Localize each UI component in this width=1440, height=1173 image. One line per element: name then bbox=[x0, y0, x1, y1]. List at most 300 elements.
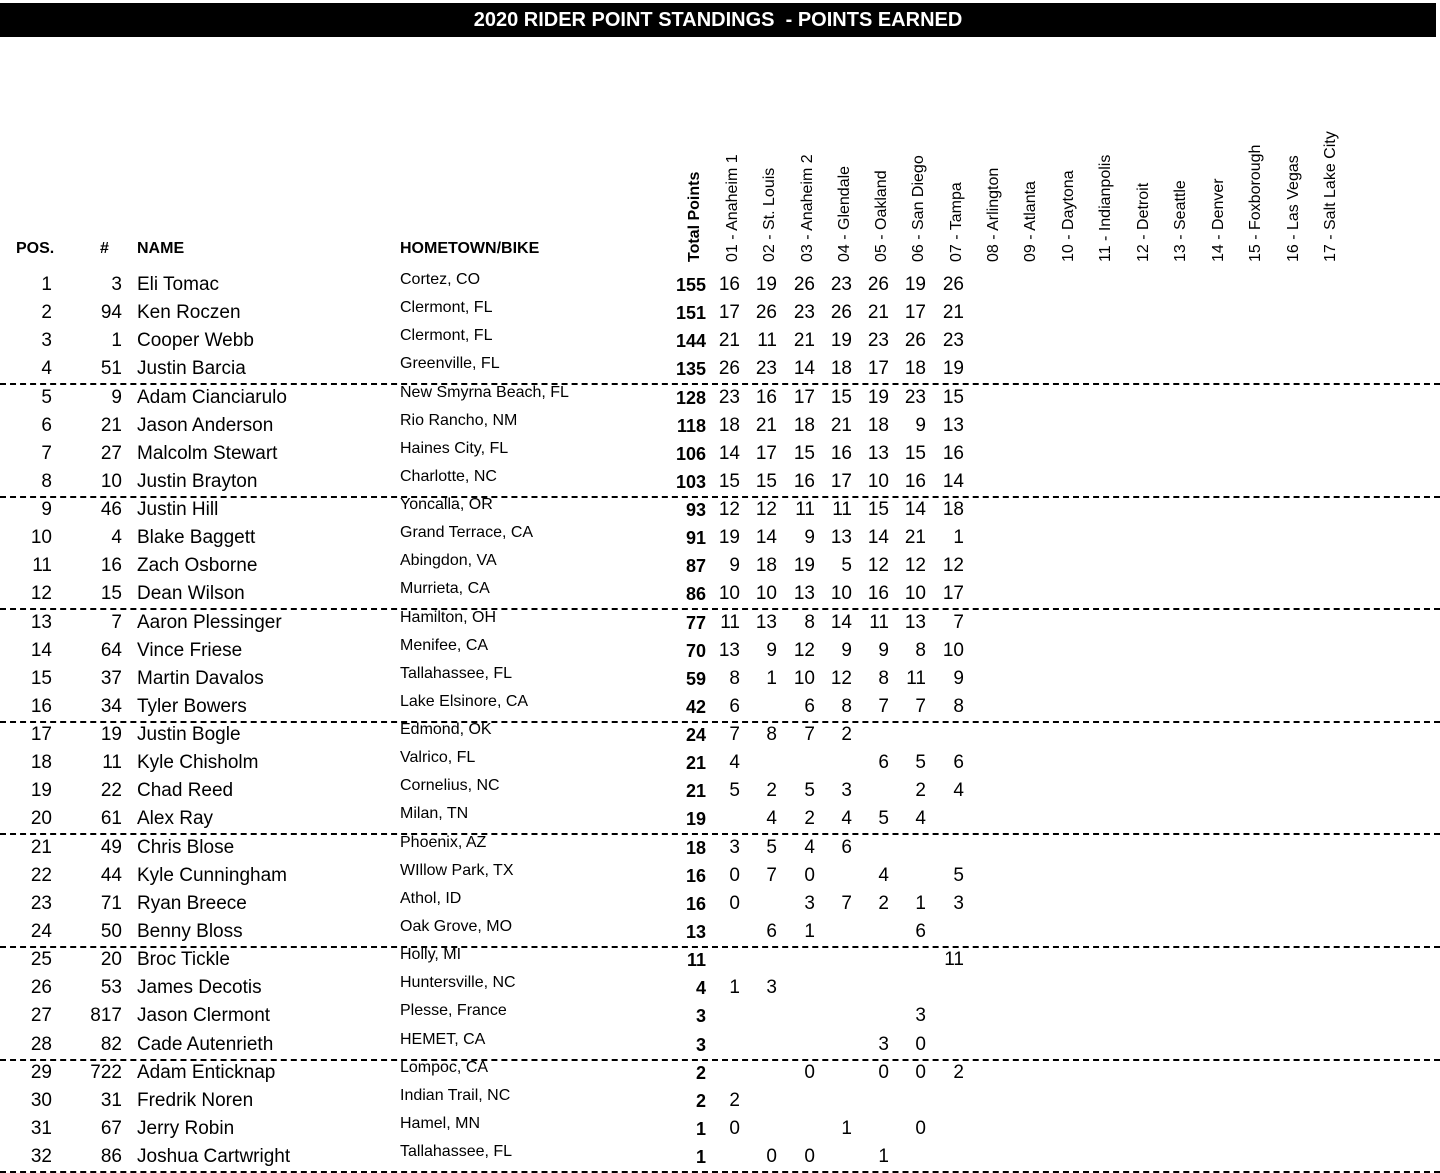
round-points-cell: 10 bbox=[793, 667, 815, 689]
table-row bbox=[0, 440, 1440, 468]
table-row bbox=[0, 749, 1440, 777]
total-points-cell: 2 bbox=[695, 1090, 706, 1111]
hometown-cell: Huntersville, NC bbox=[400, 974, 516, 992]
rider-number-cell: 82 bbox=[100, 1033, 122, 1055]
round-points-cell: 1 bbox=[878, 1146, 889, 1168]
rider-name-cell: Ryan Breece bbox=[137, 892, 247, 914]
round-points-cell: 9 bbox=[878, 639, 889, 661]
rider-name-cell: Adam Cianciarulo bbox=[137, 386, 287, 408]
round-header: 07 - Tampa bbox=[948, 182, 965, 262]
round-points-cell: 19 bbox=[755, 274, 777, 295]
round-points-cell: 19 bbox=[793, 555, 815, 577]
rider-number-cell: 44 bbox=[100, 864, 122, 886]
round-header: 16 - Las Vegas bbox=[1285, 155, 1302, 262]
round-points-cell: 19 bbox=[718, 527, 740, 549]
table-row bbox=[0, 721, 1440, 749]
round-points-cell: 17 bbox=[942, 583, 964, 605]
round-points-cell: 0 bbox=[804, 1061, 815, 1083]
round-points-cell: 6 bbox=[766, 920, 777, 942]
total-points-cell: 103 bbox=[675, 471, 706, 492]
round-points-cell: 10 bbox=[718, 583, 740, 605]
round-points-cell: 13 bbox=[867, 442, 889, 464]
pos-cell: 27 bbox=[30, 1005, 52, 1027]
pos-cell: 11 bbox=[32, 555, 52, 577]
round-points-cell: 1 bbox=[915, 892, 926, 914]
round-points-cell: 15 bbox=[755, 470, 777, 492]
rider-number-cell: 21 bbox=[100, 414, 122, 436]
hometown-cell: Plesse, France bbox=[400, 1002, 507, 1020]
rider-name-cell: Blake Baggett bbox=[137, 527, 256, 549]
round-points-cell: 3 bbox=[878, 1033, 889, 1055]
round-points-cell: 9 bbox=[841, 639, 852, 661]
round-points-cell: 4 bbox=[953, 780, 964, 802]
rider-name-cell: Fredrik Noren bbox=[137, 1089, 254, 1111]
round-header: 12 - Detroit bbox=[1135, 182, 1152, 262]
round-points-cell: 0 bbox=[729, 1117, 740, 1139]
rider-number-cell: 11 bbox=[102, 752, 122, 774]
round-points-cell: 8 bbox=[766, 724, 777, 746]
round-header: 03 - Anaheim 2 bbox=[799, 154, 816, 262]
pos-cell: 1 bbox=[41, 274, 52, 295]
total-points-cell: 135 bbox=[675, 359, 706, 380]
hometown-cell: Rio Rancho, NM bbox=[400, 411, 518, 429]
round-points-cell: 1 bbox=[953, 527, 964, 549]
total-points-cell: 93 bbox=[685, 500, 706, 521]
total-points-cell: 118 bbox=[676, 415, 706, 436]
hometown-cell: Tallahassee, FL bbox=[400, 664, 513, 682]
table-row bbox=[0, 496, 1440, 524]
hometown-cell: Charlotte, NC bbox=[400, 467, 497, 485]
rider-number-cell: 22 bbox=[100, 780, 122, 802]
round-points-cell: 3 bbox=[953, 892, 964, 914]
round-points-cell: 26 bbox=[942, 274, 964, 295]
round-points-cell: 10 bbox=[904, 583, 926, 605]
round-points-cell: 23 bbox=[830, 274, 852, 295]
pos-cell: 8 bbox=[41, 470, 52, 492]
round-points-cell: 26 bbox=[793, 274, 815, 295]
round-points-cell: 13 bbox=[755, 611, 777, 633]
round-points-cell: 19 bbox=[942, 358, 964, 380]
total-points-cell: 1 bbox=[695, 1118, 706, 1139]
round-points-cell: 19 bbox=[867, 386, 889, 408]
table-row bbox=[0, 609, 1440, 637]
rider-name-cell: Kyle Chisholm bbox=[137, 752, 259, 774]
rider-number-cell: 86 bbox=[100, 1146, 122, 1168]
rider-number-cell: 20 bbox=[100, 949, 122, 971]
round-header: 05 - Oakland bbox=[873, 170, 890, 262]
round-points-cell: 7 bbox=[804, 724, 815, 746]
rider-name-cell: Benny Bloss bbox=[137, 920, 243, 942]
pos-cell: 10 bbox=[30, 527, 52, 549]
round-points-cell: 21 bbox=[718, 330, 740, 352]
round-points-cell: 9 bbox=[804, 527, 815, 549]
pos-cell: 9 bbox=[41, 499, 52, 521]
table-row bbox=[0, 665, 1440, 693]
total-points-cell: 3 bbox=[695, 1034, 706, 1055]
round-points-cell: 21 bbox=[942, 302, 964, 324]
round-points-cell: 5 bbox=[804, 780, 815, 802]
round-points-cell: 4 bbox=[729, 752, 740, 774]
hometown-cell: Lake Elsinore, CA bbox=[400, 692, 529, 710]
total-points-cell: 87 bbox=[685, 556, 706, 577]
pos-cell: 2 bbox=[41, 302, 52, 324]
total-points-cell: 77 bbox=[685, 612, 706, 633]
round-points-cell: 6 bbox=[841, 836, 852, 858]
round-points-cell: 13 bbox=[718, 639, 740, 661]
round-points-cell: 4 bbox=[804, 836, 815, 858]
round-points-cell: 12 bbox=[904, 555, 926, 577]
hometown-cell: Cortez, CO bbox=[400, 271, 481, 288]
round-header: 04 - Glendale bbox=[836, 165, 853, 262]
round-header: 01 - Anaheim 1 bbox=[724, 154, 741, 262]
round-points-cell: 15 bbox=[830, 386, 852, 408]
rider-number-cell: 67 bbox=[100, 1117, 122, 1139]
pos-cell: 24 bbox=[30, 920, 52, 942]
pos-cell: 19 bbox=[30, 780, 52, 802]
round-points-cell: 8 bbox=[953, 695, 964, 717]
total-points-cell: 16 bbox=[685, 893, 706, 914]
hometown-cell: Tallahassee, FL bbox=[400, 1143, 513, 1161]
round-points-cell: 23 bbox=[942, 330, 964, 352]
number-header: # bbox=[100, 240, 109, 257]
round-points-cell: 0 bbox=[915, 1117, 926, 1139]
round-header: 06 - San Diego bbox=[910, 155, 927, 262]
round-points-cell: 2 bbox=[915, 780, 926, 802]
total-points-cell: 19 bbox=[685, 809, 706, 830]
round-points-cell: 23 bbox=[718, 386, 740, 408]
round-points-cell: 16 bbox=[867, 583, 889, 605]
round-header: 08 - Arlington bbox=[985, 167, 1002, 262]
round-points-cell: 23 bbox=[755, 358, 777, 380]
rider-number-cell: 10 bbox=[100, 470, 122, 492]
round-points-cell: 21 bbox=[755, 414, 777, 436]
round-points-cell: 12 bbox=[718, 499, 740, 521]
pos-cell: 20 bbox=[30, 808, 52, 830]
rider-name-cell: Adam Enticknap bbox=[137, 1061, 276, 1083]
pos-cell: 32 bbox=[30, 1146, 52, 1168]
round-points-cell: 11 bbox=[869, 611, 889, 633]
round-points-cell: 14 bbox=[718, 442, 740, 464]
round-points-cell: 10 bbox=[755, 583, 777, 605]
round-points-cell: 8 bbox=[878, 667, 889, 689]
total-points-cell: 59 bbox=[685, 668, 706, 689]
total-points-cell: 16 bbox=[685, 865, 706, 886]
table-row bbox=[0, 1031, 1440, 1061]
rider-name-cell: Dean Wilson bbox=[137, 583, 245, 605]
rider-number-cell: 15 bbox=[100, 583, 122, 605]
round-points-cell: 18 bbox=[867, 414, 889, 436]
round-points-cell: 13 bbox=[830, 527, 852, 549]
round-points-cell: 16 bbox=[830, 442, 852, 464]
round-points-cell: 4 bbox=[915, 808, 926, 830]
hometown-cell: Lompoc, CA bbox=[400, 1058, 489, 1076]
rider-number-cell: 46 bbox=[100, 499, 122, 521]
round-points-cell: 18 bbox=[793, 414, 815, 436]
hometown-cell: Valrico, FL bbox=[400, 749, 476, 767]
pos-cell: 23 bbox=[30, 892, 52, 914]
round-points-cell: 3 bbox=[841, 780, 852, 802]
round-points-cell: 6 bbox=[915, 920, 926, 942]
rider-name-cell: James Decotis bbox=[137, 977, 262, 999]
round-points-cell: 5 bbox=[729, 780, 740, 802]
round-points-cell: 5 bbox=[766, 836, 777, 858]
round-points-cell: 10 bbox=[867, 470, 889, 492]
round-header: 10 - Daytona bbox=[1060, 170, 1077, 262]
round-points-cell: 21 bbox=[830, 414, 852, 436]
round-points-cell: 12 bbox=[793, 639, 815, 661]
table-row bbox=[0, 1087, 1440, 1115]
round-points-cell: 14 bbox=[867, 527, 889, 549]
rider-name-cell: Malcolm Stewart bbox=[137, 442, 278, 464]
total-points-cell: 91 bbox=[685, 528, 706, 549]
rider-name-cell: Justin Hill bbox=[137, 499, 219, 521]
pos-cell: 26 bbox=[30, 977, 52, 999]
total-points-cell: 144 bbox=[675, 331, 706, 352]
rider-number-cell: 51 bbox=[100, 358, 122, 380]
round-points-cell: 11 bbox=[720, 611, 740, 633]
table-row bbox=[0, 834, 1440, 862]
hometown-cell: Athol, ID bbox=[400, 889, 462, 907]
table-row bbox=[0, 271, 1440, 299]
total-points-cell: 2 bbox=[695, 1062, 706, 1083]
table-row bbox=[0, 552, 1440, 580]
round-points-cell: 6 bbox=[729, 695, 740, 717]
table-row bbox=[0, 1115, 1440, 1143]
total-points-cell: 4 bbox=[695, 978, 706, 999]
rider-name-cell: Aaron Plessinger bbox=[137, 611, 282, 633]
round-points-cell: 15 bbox=[718, 470, 740, 492]
round-points-cell: 2 bbox=[841, 724, 852, 746]
round-header: 13 - Seattle bbox=[1172, 180, 1189, 262]
rider-name-cell: Tyler Bowers bbox=[137, 695, 247, 717]
round-points-cell: 3 bbox=[915, 1005, 926, 1027]
total-points-cell: 86 bbox=[685, 584, 706, 605]
round-points-cell: 8 bbox=[915, 639, 926, 661]
round-points-cell: 5 bbox=[953, 864, 964, 886]
rider-number-cell: 27 bbox=[100, 442, 122, 464]
round-points-cell: 8 bbox=[729, 667, 740, 689]
round-points-cell: 26 bbox=[830, 302, 852, 324]
round-points-cell: 9 bbox=[953, 667, 964, 689]
rider-name-cell: Justin Bogle bbox=[137, 724, 241, 746]
pos-cell: 29 bbox=[30, 1061, 52, 1083]
round-points-cell: 16 bbox=[942, 442, 964, 464]
round-points-cell: 14 bbox=[830, 611, 852, 633]
pos-cell: 30 bbox=[30, 1089, 52, 1111]
pos-cell: 28 bbox=[30, 1033, 52, 1055]
rider-number-cell: 61 bbox=[100, 808, 122, 830]
round-points-cell: 10 bbox=[942, 639, 964, 661]
round-points-cell: 18 bbox=[942, 499, 964, 521]
table-row bbox=[0, 862, 1440, 890]
round-points-cell: 9 bbox=[766, 639, 777, 661]
round-points-cell: 7 bbox=[729, 724, 740, 746]
total-points-cell: 151 bbox=[675, 303, 706, 324]
rider-name-cell: Jason Clermont bbox=[137, 1005, 271, 1027]
table-row bbox=[0, 524, 1440, 552]
round-points-cell: 4 bbox=[766, 808, 777, 830]
rider-number-cell: 722 bbox=[90, 1061, 122, 1083]
round-header: 17 - Salt Lake City bbox=[1322, 131, 1339, 262]
rider-name-cell: Jerry Robin bbox=[137, 1117, 235, 1139]
round-points-cell: 16 bbox=[755, 386, 777, 408]
hometown-cell: Oak Grove, MO bbox=[400, 917, 513, 935]
round-points-cell: 14 bbox=[755, 527, 777, 549]
hometown-header: HOMETOWN/BIKE bbox=[400, 240, 540, 257]
pos-cell: 14 bbox=[30, 639, 52, 661]
hometown-cell: Phoenix, AZ bbox=[400, 833, 487, 851]
table-row bbox=[0, 946, 1440, 974]
round-points-cell: 18 bbox=[830, 358, 852, 380]
round-points-cell: 11 bbox=[944, 949, 964, 971]
round-header: 02 - St. Louis bbox=[761, 167, 778, 262]
rider-number-cell: 71 bbox=[100, 892, 122, 914]
rider-name-cell: Joshua Cartwright bbox=[137, 1146, 291, 1168]
pos-cell: 21 bbox=[30, 836, 52, 858]
round-points-cell: 3 bbox=[729, 836, 740, 858]
total-points-cell: 155 bbox=[675, 275, 706, 295]
table-row bbox=[0, 412, 1440, 440]
round-points-cell: 18 bbox=[755, 555, 777, 577]
round-points-cell: 11 bbox=[757, 330, 777, 352]
table-row bbox=[0, 974, 1440, 1002]
pos-cell: 7 bbox=[41, 442, 52, 464]
hometown-cell: Milan, TN bbox=[400, 805, 469, 823]
rider-number-cell: 817 bbox=[90, 1005, 122, 1027]
round-points-cell: 6 bbox=[804, 695, 815, 717]
hometown-cell: WIllow Park, TX bbox=[400, 861, 514, 879]
rider-number-cell: 53 bbox=[100, 977, 122, 999]
round-points-cell: 6 bbox=[878, 752, 889, 774]
round-points-cell: 15 bbox=[793, 442, 815, 464]
round-points-cell: 26 bbox=[718, 358, 740, 380]
table-row bbox=[0, 637, 1440, 665]
round-points-cell: 23 bbox=[904, 386, 926, 408]
name-header: NAME bbox=[137, 240, 185, 257]
table-row bbox=[0, 384, 1440, 412]
round-points-cell: 9 bbox=[915, 414, 926, 436]
round-points-cell: 8 bbox=[841, 695, 852, 717]
rider-name-cell: Zach Osborne bbox=[137, 555, 258, 577]
total-points-cell: 128 bbox=[675, 387, 706, 408]
pos-cell: 15 bbox=[30, 667, 52, 689]
table-row bbox=[0, 299, 1440, 327]
hometown-cell: Hamel, MN bbox=[400, 1114, 481, 1132]
total-points-header: Total Points bbox=[686, 171, 703, 262]
round-points-cell: 6 bbox=[953, 752, 964, 774]
round-points-cell: 17 bbox=[830, 470, 852, 492]
round-points-cell: 16 bbox=[904, 470, 926, 492]
round-points-cell: 12 bbox=[867, 555, 889, 577]
pos-header: POS. bbox=[16, 240, 55, 257]
rider-name-cell: Chris Blose bbox=[137, 836, 235, 858]
round-points-cell: 15 bbox=[867, 499, 889, 521]
hometown-cell: Murrieta, CA bbox=[400, 580, 490, 598]
round-points-cell: 17 bbox=[867, 358, 889, 380]
table-row bbox=[0, 805, 1440, 835]
round-points-cell: 26 bbox=[904, 330, 926, 352]
round-points-cell: 17 bbox=[904, 302, 926, 324]
table-row bbox=[0, 890, 1440, 918]
round-points-cell: 21 bbox=[793, 330, 815, 352]
total-points-cell: 70 bbox=[685, 640, 706, 661]
pos-cell: 6 bbox=[41, 414, 52, 436]
round-points-cell: 26 bbox=[867, 274, 889, 295]
pos-cell: 12 bbox=[30, 583, 52, 605]
rider-name-cell: Kyle Cunningham bbox=[137, 864, 287, 886]
table-row bbox=[0, 777, 1440, 805]
pos-cell: 17 bbox=[30, 724, 52, 746]
rider-number-cell: 3 bbox=[111, 274, 122, 295]
round-points-cell: 10 bbox=[830, 583, 852, 605]
round-points-cell: 17 bbox=[718, 302, 740, 324]
round-points-cell: 14 bbox=[942, 470, 964, 492]
rider-number-cell: 34 bbox=[100, 695, 122, 717]
total-points-cell: 42 bbox=[685, 696, 706, 717]
round-points-cell: 0 bbox=[804, 1146, 815, 1168]
round-points-cell: 0 bbox=[804, 864, 815, 886]
round-header: 09 - Atlanta bbox=[1022, 181, 1039, 262]
rider-number-cell: 64 bbox=[100, 639, 122, 661]
hometown-cell: Clermont, FL bbox=[400, 327, 493, 345]
round-points-cell: 1 bbox=[766, 667, 777, 689]
total-points-cell: 3 bbox=[695, 1006, 706, 1027]
round-points-cell: 14 bbox=[904, 499, 926, 521]
table-row bbox=[0, 1002, 1440, 1030]
round-points-cell: 2 bbox=[878, 892, 889, 914]
pos-cell: 18 bbox=[30, 752, 52, 774]
round-points-cell: 21 bbox=[904, 527, 926, 549]
round-points-cell: 3 bbox=[804, 892, 815, 914]
round-points-cell: 16 bbox=[718, 274, 740, 295]
round-points-cell: 17 bbox=[793, 386, 815, 408]
rider-number-cell: 7 bbox=[111, 611, 122, 633]
hometown-cell: Menifee, CA bbox=[400, 636, 489, 654]
pos-cell: 4 bbox=[41, 358, 52, 380]
rider-name-cell: Jason Anderson bbox=[137, 414, 274, 436]
hometown-cell: Yoncalla, OR bbox=[400, 496, 493, 514]
round-header: 11 - Indianpolis bbox=[1097, 154, 1114, 262]
table-row bbox=[0, 355, 1440, 385]
total-points-cell: 18 bbox=[685, 837, 706, 858]
round-points-cell: 13 bbox=[793, 583, 815, 605]
hometown-cell: Hamilton, OH bbox=[400, 608, 497, 626]
round-points-cell: 0 bbox=[915, 1061, 926, 1083]
hometown-cell: Holly, MI bbox=[400, 946, 462, 964]
round-points-cell: 26 bbox=[755, 302, 777, 324]
round-points-cell: 23 bbox=[867, 330, 889, 352]
pos-cell: 31 bbox=[30, 1117, 52, 1139]
rider-number-cell: 1 bbox=[111, 330, 122, 352]
round-points-cell: 15 bbox=[942, 386, 964, 408]
rider-number-cell: 19 bbox=[100, 724, 122, 746]
round-points-cell: 0 bbox=[915, 1033, 926, 1055]
round-points-cell: 11 bbox=[832, 499, 852, 521]
rider-number-cell: 16 bbox=[100, 555, 122, 577]
round-points-cell: 4 bbox=[841, 808, 852, 830]
round-points-cell: 1 bbox=[804, 920, 815, 942]
round-points-cell: 23 bbox=[793, 302, 815, 324]
rider-number-cell: 37 bbox=[100, 667, 122, 689]
round-header: 15 - Foxborough bbox=[1247, 144, 1264, 262]
round-points-cell: 5 bbox=[841, 555, 852, 577]
round-points-cell: 18 bbox=[904, 358, 926, 380]
round-points-cell: 2 bbox=[953, 1061, 964, 1083]
rider-number-cell: 9 bbox=[111, 386, 122, 408]
round-points-cell: 14 bbox=[793, 358, 815, 380]
hometown-cell: Greenville, FL bbox=[400, 355, 500, 373]
rider-name-cell: Eli Tomac bbox=[137, 274, 220, 295]
